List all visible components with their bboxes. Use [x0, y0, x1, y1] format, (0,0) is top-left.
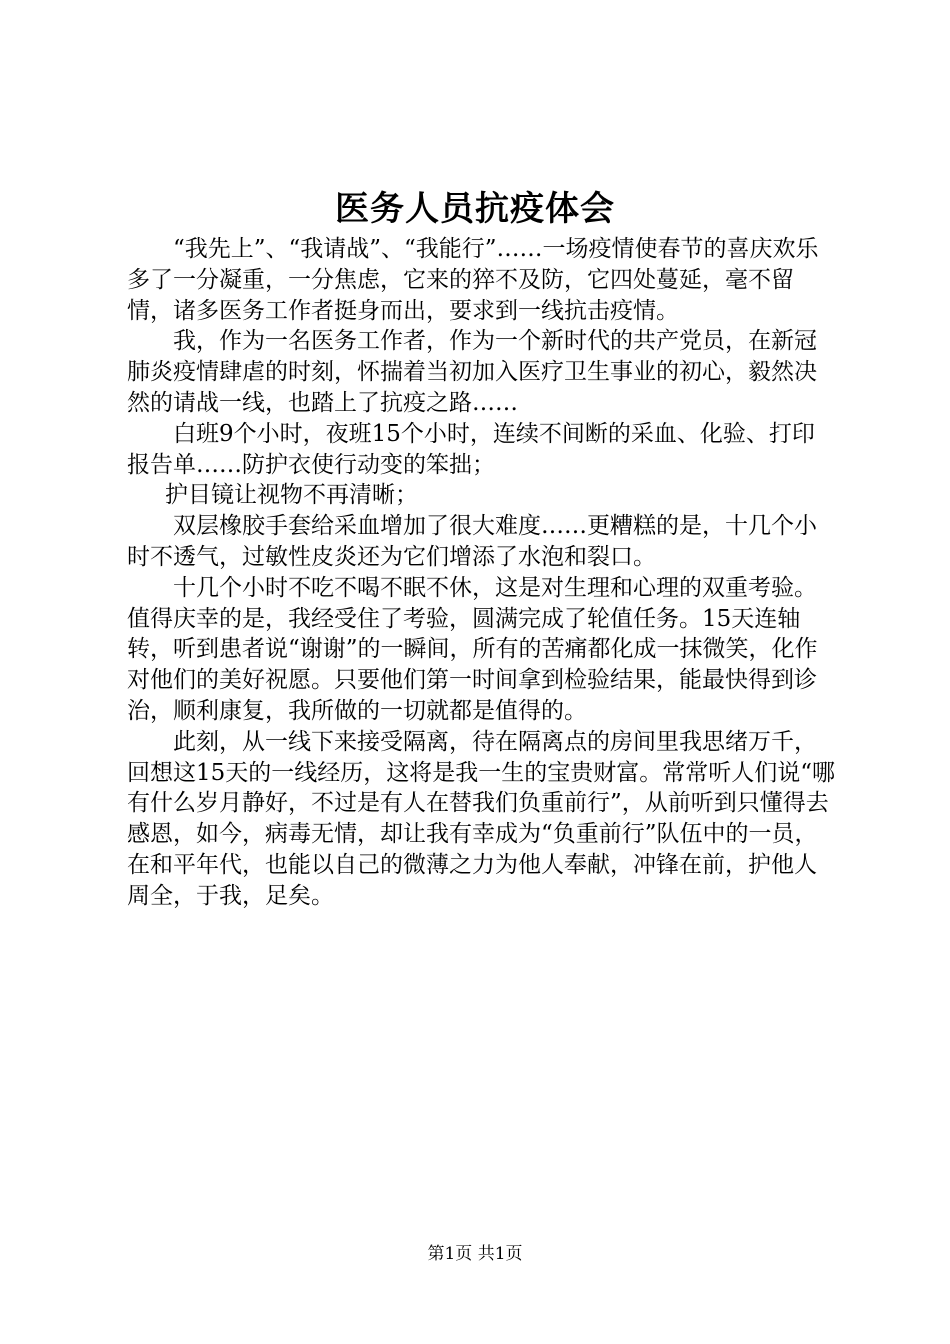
paragraph: “我先上”、“我请战”、“我能行”……一场疫情使春节的喜庆欢乐多了一分凝重，一分焦虑，它来的猝不及防，它四处蔓延，毫不留情，诸多医务工作者挺身而出，要求到一线抗击疫情。: [127, 236, 819, 324]
paragraph: 我，作为一名医务工作者，作为一个新时代的共产党员，在新冠肺炎疫情肆虐的时刻，怀揣着当初加入医疗卫生事业的初心，毅然决然的请战一线，也踏上了抗疫之路……: [127, 328, 817, 416]
document-body: [127, 234, 837, 912]
page-number-footer: 第1页 共1页: [427, 1244, 523, 1264]
paragraph: 护目镜让视物不再清晰；: [164, 482, 418, 509]
paragraph: 双层橡胶手套给采血增加了很大难度……更糟糕的是，十几个小时不透气，过敏性皮炎还为它们增添了水泡和裂口。: [127, 513, 817, 570]
paragraph: 十几个小时不吃不喝不眠不休，这是对生理和心理的双重考验。值得庆幸的是，我经受住了考验，圆满完成了轮值任务。15天连轴转，听到患者说“谢谢”的一瞬间，所有的苦痛都化成一抹微笑，化作对他们的美好祝愿。只要他们第一时间拿到检验结果，能最快得到诊治，顺利康复，我所做的一切就都是值得的。: [127, 574, 818, 724]
document-title: 医务人员抗疫体会: [335, 189, 615, 229]
paragraph: 白班9个小时，夜班15个小时，连续不间断的采血、化验、打印报告单……防护衣使行动变的笨拙；: [127, 420, 815, 478]
paragraph: 此刻，从一线下来接受隔离，待在隔离点的房间里我思绪万千，回想这15天的一线经历，这将是我一生的宝贵财富。常常听人们说“哪有什么岁月静好，不过是有人在替我们负重前行”，从前听到只懂得去感恩，如今，病毒无情，却让我有幸成为“负重前行”队伍中的一员，在和平年代，也能以自己的微薄之力为他人奉献，冲锋在前，护他人周全，于我，足矣。: [127, 728, 836, 909]
